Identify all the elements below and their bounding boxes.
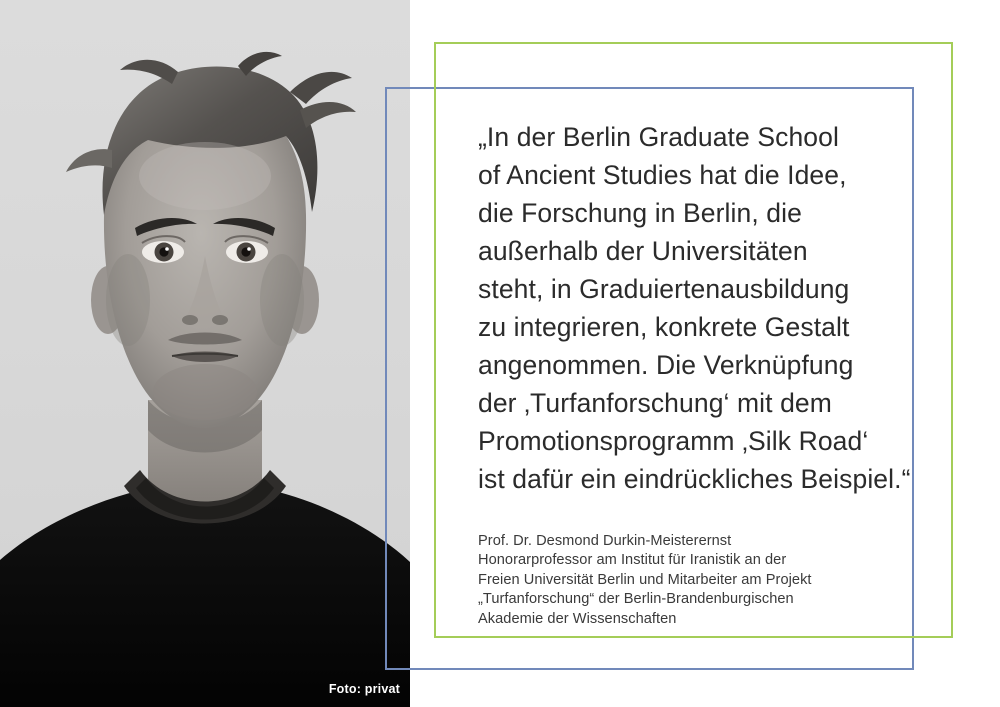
quote-attribution xyxy=(478,532,898,629)
portrait-illustration xyxy=(0,0,410,707)
quote-content xyxy=(478,118,911,629)
quote-line: der ‚Turfanforschung‘ mit dem xyxy=(478,388,832,418)
attribution-line: Akademie der Wissenschaften xyxy=(478,610,677,627)
quote-line: außerhalb der Universitäten xyxy=(478,236,808,266)
attribution-line: Honorarprofessor am Institut für Iranistik an der xyxy=(478,552,787,569)
photo-credit: Foto: privat xyxy=(328,681,400,696)
quote-line: die Forschung in Berlin, die xyxy=(478,198,802,228)
quote-line: zu integrieren, konkrete Gestalt xyxy=(478,312,850,342)
portrait-photo xyxy=(0,0,410,707)
attribution-name: Prof. Dr. Desmond Durkin-Meisterernst xyxy=(478,533,732,549)
quote-line: of Ancient Studies hat die Idee, xyxy=(478,160,847,190)
pull-quote xyxy=(478,118,911,498)
quote-line: ist dafür ein eindrückliches Beispiel.“ xyxy=(478,464,911,494)
quote-line: „In der Berlin Graduate School xyxy=(478,122,839,152)
attribution-line: „Turfanforschung“ der Berlin-Brandenburgischen xyxy=(478,591,794,608)
quote-line: angenommen. Die Verknüpfung xyxy=(478,350,854,380)
attribution-line: Freien Universität Berlin und Mitarbeiter am Projekt xyxy=(478,571,812,588)
quote-line: steht, in Graduiertenausbildung xyxy=(478,274,850,304)
quote-line: Promotionsprogramm ‚Silk Road‘ xyxy=(478,426,869,456)
